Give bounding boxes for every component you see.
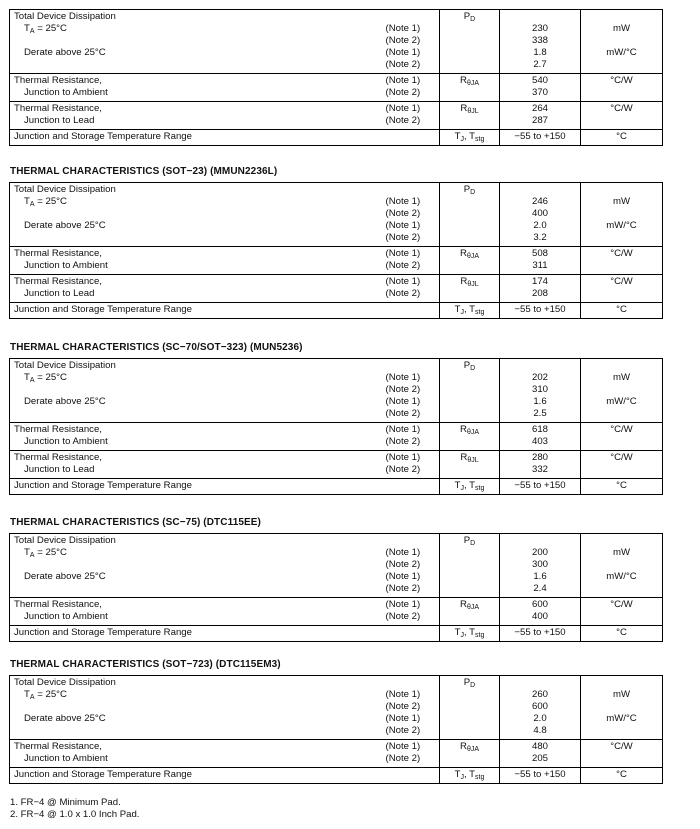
parameter-text: Junction and Storage Temperature Range: [14, 304, 192, 315]
value-text: 264: [531, 103, 548, 114]
value-text: 600: [531, 701, 548, 712]
symbol-cell: [440, 598, 500, 626]
parameter-cell: [10, 534, 382, 598]
table-row: [10, 479, 663, 495]
symbol-cell: [440, 451, 500, 479]
note-ref: (Note 2): [385, 260, 421, 271]
footnote-2: 2. FR−4 @ 1.0 x 1.0 Inch Pad.: [10, 809, 140, 820]
value-text: 311: [532, 260, 548, 271]
value-text: 260: [531, 689, 548, 700]
parameter-text: Derate above 25°C: [24, 47, 106, 58]
parameter-text: $T_A = 25^\circ C$: [24, 547, 67, 559]
table-row: [10, 102, 663, 130]
note-ref: (Note 2): [385, 408, 421, 419]
parameter-text: [14, 35, 378, 47]
symbol-text: $P_D$: [463, 184, 476, 196]
value-cell: [500, 626, 581, 642]
unit-text: °C/W: [610, 248, 633, 259]
value-text: 1.6: [533, 571, 547, 582]
symbol-text: $T_J$, $T_{stg}$: [454, 769, 485, 781]
parameter-text: Junction and Storage Temperature Range: [14, 769, 192, 780]
unit-cell: [581, 534, 663, 598]
notes-cell: [382, 183, 440, 247]
note-ref: (Note 2): [385, 208, 421, 219]
value-text: 338: [531, 35, 548, 46]
value-cell: [500, 10, 581, 74]
parameter-cell: [10, 626, 382, 642]
note-ref: (Note 2): [385, 384, 421, 395]
note-ref: (Note 1): [385, 75, 421, 86]
note-ref: (Note 2): [385, 59, 421, 70]
value-text: 230: [531, 23, 548, 34]
unit-cell: [581, 74, 663, 102]
unit-text: °C: [616, 480, 627, 491]
note-ref: (Note 1): [385, 103, 421, 114]
table-row: [10, 303, 663, 319]
unit-cell: [581, 130, 663, 146]
table-row: [10, 598, 663, 626]
note-ref: (Note 2): [385, 725, 421, 736]
note-ref: (Note 1): [385, 372, 421, 383]
parameter-text: Total Device Dissipation: [14, 677, 116, 688]
value-text: 540: [531, 75, 548, 86]
note-ref: (Note 1): [385, 47, 421, 58]
thermal-table: [9, 358, 663, 495]
note-ref: (Note 1): [385, 571, 421, 582]
unit-cell: [581, 10, 663, 74]
parameter-text: Thermal Resistance,: [14, 599, 102, 610]
value-text: −55 to +150: [514, 131, 566, 142]
symbol-cell: [440, 359, 500, 423]
symbol-text: $P_D$: [463, 535, 476, 547]
unit-cell: [581, 102, 663, 130]
value-text: 174: [531, 276, 548, 287]
table-row: [10, 275, 663, 303]
unit-text: mW: [612, 23, 631, 34]
notes-cell: [382, 740, 440, 768]
notes-cell: [382, 626, 440, 642]
symbol-cell: [440, 183, 500, 247]
parameter-cell: [10, 74, 382, 102]
symbol-text: $P_D$: [463, 360, 476, 372]
value-cell: [500, 598, 581, 626]
table-row: [10, 74, 663, 102]
value-text: 1.8: [533, 47, 547, 58]
unit-text: mW/°C: [606, 713, 637, 724]
symbol-cell: [440, 768, 500, 784]
note-ref: (Note 2): [385, 611, 421, 622]
unit-text: °C/W: [610, 103, 633, 114]
symbol-cell: [440, 534, 500, 598]
unit-text: °C/W: [610, 741, 633, 752]
symbol-cell: [440, 626, 500, 642]
notes-cell: [382, 423, 440, 451]
unit-text: mW: [612, 196, 631, 207]
parameter-text: Junction to Ambient: [24, 611, 108, 622]
footnotes: [10, 797, 139, 821]
unit-text: °C: [616, 304, 627, 315]
notes-cell: [382, 275, 440, 303]
thermal-table: [9, 675, 663, 784]
note-ref: (Note 1): [385, 248, 421, 259]
unit-cell: [581, 768, 663, 784]
unit-cell: [581, 359, 663, 423]
unit-text: °C/W: [610, 276, 633, 287]
parameter-cell: [10, 275, 382, 303]
table-row: [10, 183, 663, 247]
value-text: 4.8: [533, 725, 547, 736]
symbol-text: $T_J$, $T_{stg}$: [454, 480, 485, 492]
unit-cell: [581, 479, 663, 495]
parameter-cell: [10, 768, 382, 784]
value-text: 400: [531, 208, 548, 219]
parameter-cell: [10, 359, 382, 423]
table-row: [10, 10, 663, 74]
parameter-text: Thermal Resistance,: [14, 452, 102, 463]
table-row: [10, 768, 663, 784]
value-text: −55 to +150: [514, 480, 566, 491]
parameter-cell: [10, 740, 382, 768]
notes-cell: [382, 451, 440, 479]
parameter-text: Total Device Dissipation: [14, 360, 116, 371]
unit-text: mW/°C: [606, 396, 637, 407]
unit-cell: [581, 247, 663, 275]
parameter-cell: [10, 10, 382, 74]
table-row: [10, 359, 663, 423]
notes-cell: [382, 534, 440, 598]
unit-cell: [581, 451, 663, 479]
value-cell: [500, 676, 581, 740]
value-text: 300: [531, 559, 548, 570]
symbol-text: $R_{\theta JL}$: [460, 276, 479, 288]
section-title: THERMAL CHARACTERISTICS (SOT−723) (DTC115EM3): [10, 659, 281, 670]
section-title: THERMAL CHARACTERISTICS (SC−75) (DTC115EE): [10, 517, 261, 528]
note-ref: (Note 1): [385, 713, 421, 724]
parameter-text: Thermal Resistance,: [14, 248, 102, 259]
value-cell: [500, 130, 581, 146]
note-ref: (Note 1): [385, 396, 421, 407]
parameter-text: Thermal Resistance,: [14, 424, 102, 435]
value-cell: [500, 303, 581, 319]
section-title: THERMAL CHARACTERISTICS (SC−70/SOT−323) (MUN5236): [10, 342, 303, 353]
parameter-text: Derate above 25°C: [24, 396, 106, 407]
symbol-text: $R_{\theta JA}$: [460, 741, 479, 753]
unit-text: mW/°C: [606, 220, 637, 231]
symbol-cell: [440, 130, 500, 146]
value-cell: [500, 247, 581, 275]
note-ref: (Note 1): [385, 452, 421, 463]
parameter-text: $T_A = 25^\circ C$: [24, 196, 67, 208]
notes-cell: [382, 359, 440, 423]
value-text: −55 to +150: [514, 627, 566, 638]
parameter-cell: [10, 451, 382, 479]
parameter-cell: [10, 423, 382, 451]
thermal-table: [9, 9, 663, 146]
value-text: 202: [531, 372, 548, 383]
parameter-cell: [10, 479, 382, 495]
note-ref: (Note 1): [385, 424, 421, 435]
symbol-text: $R_{\theta JA}$: [460, 599, 479, 611]
parameter-text: Total Device Dissipation: [14, 184, 116, 195]
symbol-text: $R_{\theta JA}$: [460, 424, 479, 436]
unit-text: °C/W: [610, 75, 633, 86]
note-ref: (Note 2): [385, 288, 421, 299]
value-cell: [500, 275, 581, 303]
parameter-text: [14, 559, 378, 571]
value-text: 480: [531, 741, 548, 752]
parameter-text: Total Device Dissipation: [14, 11, 116, 22]
value-text: 508: [531, 248, 548, 259]
table-row: [10, 534, 663, 598]
value-cell: [500, 479, 581, 495]
value-text: 2.0: [533, 713, 547, 724]
parameter-text: $T_A = 25^\circ C$: [24, 23, 67, 35]
value-text: 310: [531, 384, 548, 395]
unit-text: °C: [616, 131, 627, 142]
parameter-cell: [10, 102, 382, 130]
unit-text: °C/W: [610, 452, 633, 463]
value-cell: [500, 423, 581, 451]
unit-cell: [581, 598, 663, 626]
symbol-cell: [440, 275, 500, 303]
parameter-text: Junction to Lead: [24, 288, 95, 299]
unit-text: mW/°C: [606, 571, 637, 582]
parameter-text: Derate above 25°C: [24, 571, 106, 582]
unit-cell: [581, 740, 663, 768]
symbol-cell: [440, 10, 500, 74]
notes-cell: [382, 598, 440, 626]
note-ref: (Note 2): [385, 559, 421, 570]
parameter-cell: [10, 598, 382, 626]
note-ref: (Note 2): [385, 115, 421, 126]
note-ref: (Note 2): [385, 35, 421, 46]
unit-cell: [581, 275, 663, 303]
value-cell: [500, 451, 581, 479]
value-text: 205: [531, 753, 548, 764]
notes-cell: [382, 10, 440, 74]
parameter-text: Junction and Storage Temperature Range: [14, 627, 192, 638]
notes-cell: [382, 130, 440, 146]
value-text: 208: [531, 288, 548, 299]
parameter-text: Thermal Resistance,: [14, 741, 102, 752]
parameter-text: Junction and Storage Temperature Range: [14, 480, 192, 491]
note-ref: (Note 1): [385, 276, 421, 287]
symbol-cell: [440, 676, 500, 740]
value-cell: [500, 359, 581, 423]
parameter-text: Junction to Ambient: [24, 753, 108, 764]
symbol-cell: [440, 247, 500, 275]
parameter-text: Derate above 25°C: [24, 220, 106, 231]
parameter-cell: [10, 303, 382, 319]
parameter-text: $T_A = 25^\circ C$: [24, 689, 67, 701]
parameter-text: Derate above 25°C: [24, 713, 106, 724]
notes-cell: [382, 303, 440, 319]
unit-cell: [581, 626, 663, 642]
value-text: 400: [531, 611, 548, 622]
unit-text: mW: [612, 689, 631, 700]
notes-cell: [382, 676, 440, 740]
note-ref: (Note 1): [385, 689, 421, 700]
value-text: 2.4: [533, 583, 547, 594]
unit-cell: [581, 676, 663, 740]
note-ref: (Note 2): [385, 436, 421, 447]
note-ref: (Note 1): [385, 23, 421, 34]
unit-cell: [581, 303, 663, 319]
table-row: [10, 626, 663, 642]
value-text: 1.6: [533, 396, 547, 407]
symbol-text: $T_J$, $T_{stg}$: [454, 627, 485, 639]
thermal-table: [9, 182, 663, 319]
parameter-cell: [10, 183, 382, 247]
note-ref: (Note 2): [385, 583, 421, 594]
table-row: [10, 740, 663, 768]
unit-cell: [581, 423, 663, 451]
value-text: −55 to +150: [514, 304, 566, 315]
table-row: [10, 423, 663, 451]
value-text: 287: [531, 115, 548, 126]
unit-text: °C/W: [610, 599, 633, 610]
parameter-text: Junction and Storage Temperature Range: [14, 131, 192, 142]
note-ref: (Note 2): [385, 464, 421, 475]
parameter-text: Junction to Lead: [24, 115, 95, 126]
note-ref: (Note 2): [385, 753, 421, 764]
symbol-cell: [440, 303, 500, 319]
symbol-text: $R_{\theta JA}$: [460, 75, 479, 87]
note-ref: (Note 1): [385, 220, 421, 231]
parameter-text: [14, 384, 378, 396]
parameter-text: Total Device Dissipation: [14, 535, 116, 546]
value-text: 618: [531, 424, 548, 435]
value-text: 332: [531, 464, 548, 475]
note-ref: (Note 1): [385, 547, 421, 558]
value-cell: [500, 102, 581, 130]
notes-cell: [382, 247, 440, 275]
value-cell: [500, 768, 581, 784]
symbol-cell: [440, 74, 500, 102]
table-row: [10, 676, 663, 740]
unit-text: °C: [616, 627, 627, 638]
parameter-cell: [10, 247, 382, 275]
footnote-1: 1. FR−4 @ Minimum Pad.: [10, 797, 121, 808]
value-text: 200: [531, 547, 548, 558]
clipped-heading: [10, 0, 670, 2]
note-ref: (Note 1): [385, 196, 421, 207]
value-text: 2.7: [533, 59, 547, 70]
parameter-text: Junction to Lead: [24, 464, 95, 475]
parameter-cell: [10, 676, 382, 740]
table-row: [10, 130, 663, 146]
value-text: 2.5: [533, 408, 547, 419]
notes-cell: [382, 74, 440, 102]
unit-text: °C: [616, 769, 627, 780]
parameter-text: Thermal Resistance,: [14, 75, 102, 86]
value-cell: [500, 740, 581, 768]
symbol-text: $P_D$: [463, 677, 476, 689]
thermal-table: [9, 533, 663, 642]
parameter-text: Junction to Ambient: [24, 260, 108, 271]
parameter-text: [14, 208, 378, 220]
symbol-cell: [440, 740, 500, 768]
value-text: 280: [531, 452, 548, 463]
symbol-text: $R_{\theta JA}$: [460, 248, 479, 260]
unit-text: °C/W: [610, 424, 633, 435]
parameter-text: Thermal Resistance,: [14, 276, 102, 287]
symbol-text: $R_{\theta JL}$: [460, 103, 479, 115]
symbol-cell: [440, 102, 500, 130]
symbol-text: $T_J$, $T_{stg}$: [454, 304, 485, 316]
value-text: 3.2: [533, 232, 547, 243]
symbol-text: $R_{\theta JL}$: [460, 452, 479, 464]
value-text: 370: [531, 87, 548, 98]
notes-cell: [382, 479, 440, 495]
note-ref: (Note 2): [385, 232, 421, 243]
note-ref: (Note 2): [385, 87, 421, 98]
section-title: THERMAL CHARACTERISTICS (SOT−23) (MMUN2236L): [10, 166, 278, 177]
note-ref: (Note 2): [385, 701, 421, 712]
parameter-text: $T_A = 25^\circ C$: [24, 372, 67, 384]
value-text: −55 to +150: [514, 769, 566, 780]
notes-cell: [382, 768, 440, 784]
unit-text: mW: [612, 547, 631, 558]
value-cell: [500, 183, 581, 247]
value-text: 403: [531, 436, 548, 447]
parameter-text: Junction to Ambient: [24, 87, 108, 98]
note-ref: (Note 1): [385, 599, 421, 610]
unit-text: mW: [612, 372, 631, 383]
value-cell: [500, 74, 581, 102]
parameter-text: [14, 701, 378, 713]
table-row: [10, 451, 663, 479]
unit-text: mW/°C: [606, 47, 637, 58]
notes-cell: [382, 102, 440, 130]
parameter-text: Thermal Resistance,: [14, 103, 102, 114]
unit-cell: [581, 183, 663, 247]
symbol-cell: [440, 423, 500, 451]
value-cell: [500, 534, 581, 598]
parameter-cell: [10, 130, 382, 146]
parameter-text: Junction to Ambient: [24, 436, 108, 447]
value-text: 600: [531, 599, 548, 610]
note-ref: (Note 1): [385, 741, 421, 752]
symbol-cell: [440, 479, 500, 495]
table-row: [10, 247, 663, 275]
value-text: 2.0: [533, 220, 547, 231]
value-text: 246: [531, 196, 548, 207]
symbol-text: $P_D$: [463, 11, 476, 23]
symbol-text: $T_J$, $T_{stg}$: [454, 131, 485, 143]
